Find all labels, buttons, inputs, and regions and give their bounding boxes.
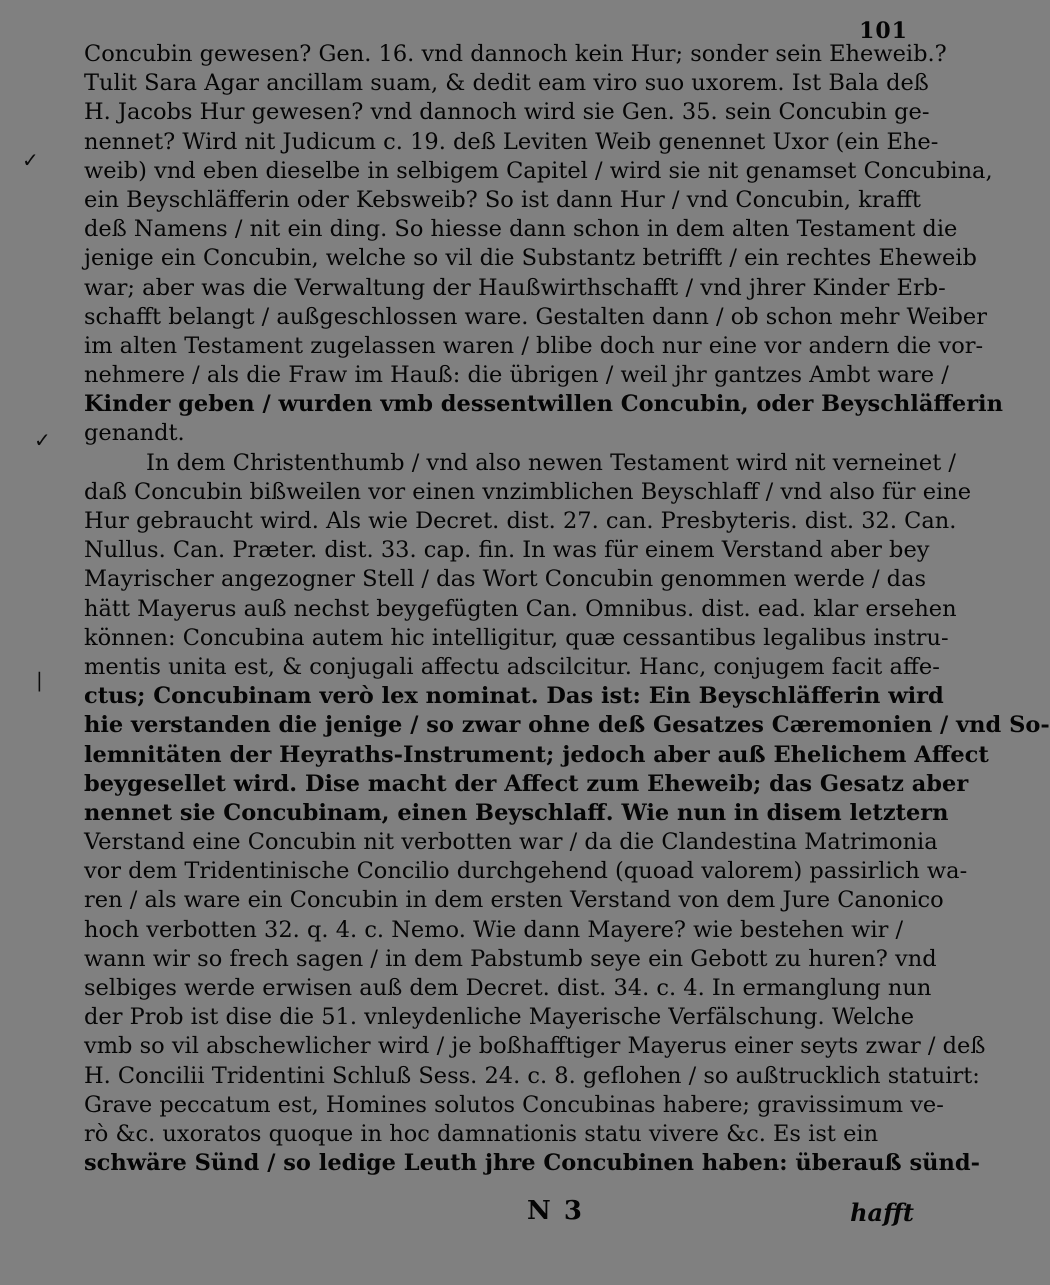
- text-line: rò &c. uxoratos quoque in hoc damnationis statu vivere &c. Es ist ein: [84, 1120, 879, 1147]
- margin-mark: ✓: [34, 428, 51, 452]
- text-line: deß Namens / nit ein ding. So hiesse dann schon in dem alten Testament die: [84, 216, 958, 243]
- catchword: hafft: [850, 1198, 914, 1227]
- body-text: [84, 40, 1050, 1178]
- text-line: beygesellet wird. Dise macht der Affect zum Eheweib; das Gesatz aber: [84, 770, 969, 797]
- text-line: Mayrischer angezogner Stell / das Wort Concubin genommen werde / das: [84, 566, 927, 593]
- text-line: lemnitäten der Heyraths-Instrument; jedoch aber auß Ehelichem Affect: [84, 741, 989, 768]
- signature-mark: N 3: [527, 1196, 584, 1226]
- text-line: mentis unita est, & conjugali affectu adscilcitur. Hanc, conjugem facit affe-: [84, 653, 940, 680]
- text-line: weib) vnd eben dieselbe in selbigem Capitel / wird sie nit genamset Concubina,: [84, 157, 993, 184]
- text-line: In dem Christenthumb / vnd also newen Testament wird nit verneinet /: [146, 449, 956, 476]
- text-line: können: Concubina autem hic intelligitur, quæ cessantibus legalibus instru-: [84, 624, 949, 651]
- text-line: ren / als ware ein Concubin in dem ersten Verstand von dem Jure Canonico: [84, 887, 944, 914]
- text-line: hie verstanden die jenige / so zwar ohne deß Gesatzes Cæremonien / vnd So-: [84, 712, 1050, 739]
- text-line: hätt Mayerus auß nechst beygefügten Can. Omnibus. dist. ead. klar ersehen: [84, 595, 957, 622]
- text-line: nehmere / als die Fraw im Hauß: die übrigen / weil jhr gantzes Ambt ware /: [84, 362, 949, 389]
- text-line: selbiges werde erwisen auß dem Decret. dist. 34. c. 4. In ermanglung nun: [84, 975, 932, 1001]
- text-line: vmb so vil abschewlicher wird / je boßhafftiger Mayerus einer seyts zwar / deß: [84, 1033, 986, 1060]
- text-line: war; aber was die Verwaltung der Haußwirthschafft / vnd jhrer Kinder Erb-: [84, 274, 946, 301]
- text-line: nennet sie Concubinam, einen Beyschlaff. Wie nun in disem letztern: [84, 799, 949, 826]
- text-line: nennet? Wird nit Judicum c. 19. deß Leviten Weib genennet Uxor (ein Ehe-: [84, 128, 939, 155]
- text-line: Hur gebraucht wird. Als wie Decret. dist. 27. can. Presbyteris. dist. 32. Can.: [84, 508, 957, 534]
- text-line: schwäre Sünd / so ledige Leuth jhre Concubinen haben: überauß sünd-: [84, 1150, 980, 1177]
- margin-mark: |: [36, 668, 43, 692]
- text-line: Kinder geben / wurden vmb dessentwillen Concubin, oder Beyschläfferin: [84, 391, 1003, 418]
- text-line: Tulit Sara Agar ancillam suam, & dedit eam viro suo uxorem. Ist Bala deß: [84, 70, 929, 97]
- text-line: Nullus. Can. Præter. dist. 33. cap. fin. In was für einem Verstand aber bey: [84, 537, 930, 564]
- text-line: H. Jacobs Hur gewesen? vnd dannoch wird sie Gen. 35. sein Concubin ge-: [84, 99, 930, 126]
- text-line: im alten Testament zugelassen waren / blibe doch nur eine vor andern die vor-: [84, 332, 984, 359]
- text-line: vor dem Tridentinische Concilio durchgehend (quoad valorem) passirlich wa-: [84, 858, 968, 885]
- text-line: Verstand eine Concubin nit verbotten war / da die Clandestina Matrimonia: [84, 829, 938, 856]
- text-line: daß Concubin bißweilen vor einen vnzimblichen Beyschlaff / vnd also für eine: [84, 478, 972, 505]
- text-line: ein Beyschläfferin oder Kebsweib? So ist dann Hur / vnd Concubin, krafft: [84, 186, 921, 213]
- text-line: wann wir so frech sagen / in dem Pabstumb seye ein Gebott zu huren? vnd: [84, 945, 937, 972]
- text-line: hoch verbotten 32. q. 4. c. Nemo. Wie dann Mayere? wie bestehen wir /: [84, 916, 904, 943]
- page-number: 101: [859, 18, 908, 44]
- text-line: Grave peccatum est, Homines solutos Concubinas habere; gravissimum ve-: [84, 1091, 944, 1118]
- text-line: ctus; Concubinam verò lex nominat. Das ist: Ein Beyschläfferin wird: [84, 683, 944, 710]
- text-line: genandt.: [84, 420, 185, 447]
- text-line: der Prob ist dise die 51. vnleydenliche Mayerische Verfälschung. Welche: [84, 1004, 915, 1031]
- text-line: jenige ein Concubin, welche so vil die Substantz betrifft / ein rechtes Eheweib: [84, 245, 977, 272]
- margin-mark: ✓: [22, 148, 39, 172]
- text-line: schafft belangt / außgeschlossen ware. Gestalten dann / ob schon mehr Weiber: [84, 303, 987, 330]
- text-line: H. Concilii Tridentini Schluß Sess. 24. c. 8. geflohen / so außtrucklich statuirt:: [84, 1062, 980, 1089]
- text-line: Concubin gewesen? Gen. 16. vnd dannoch kein Hur; sonder sein Eheweib.?: [84, 41, 947, 67]
